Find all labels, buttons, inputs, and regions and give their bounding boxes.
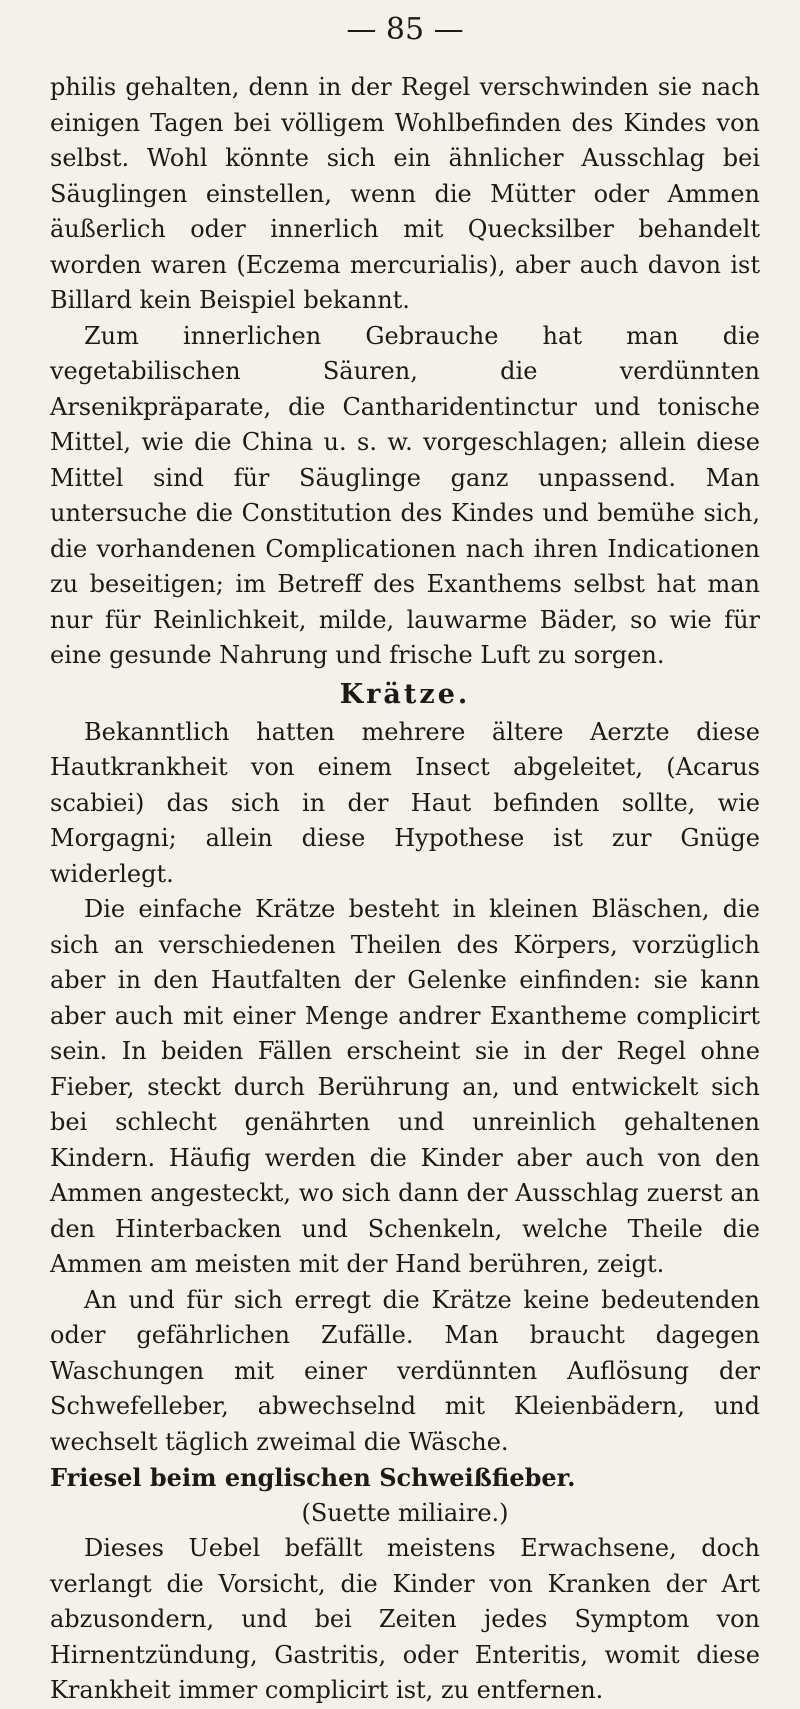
- paragraph-insect-theory: Bekanntlich hatten mehrere ältere Aerzte diese Hautkrankheit von einem Insect abgeleitet, (Acarus scabiei) das sich in der Haut befinden sollte, wie Morgagni; allein diese Hypothese ist zur Gnüge widerlegt.: [50, 717, 760, 888]
- paragraph-treatment: Zum innerlichen Gebrauche hat man die vegetabilischen Säuren, die verdünnten Arsenikpräparate, die Cantharidentinctur und tonische Mittel, wie die China u. s. w. vorgeschlagen; allein diese Mittel sind für Säuglinge ganz unpassend. Man untersuche die Constitution des Kindes und bemühe sich, die vorhandenen Complicationen nach ihren Indicationen zu beseitigen; im Betreff des Exanthems selbst hat man nur für Reinlichkeit, milde, lauwarme Bäder, so wie für eine gesunde Nahrung und frische Luft zu sorgen.: [50, 321, 760, 669]
- heading-friesel-latin: (Suette miliaire.): [301, 1498, 509, 1527]
- heading-friesel: [50, 1460, 760, 1496]
- paragraph-scabies-treatment: An und für sich erregt die Krätze keine bedeutenden oder gefährlichen Zufälle. Man braucht dagegen Waschungen mit einer verdünnten Auflösung der Schwefelleber, abwechselnd mit Kleienbädern, und wechselt täglich zweimal die Wäsche.: [50, 1285, 760, 1456]
- paragraph-simple-scabies: Die einfache Krätze besteht in kleinen Bläschen, die sich an verschiedenen Theilen des Körpers, vorzüglich aber in den Hautfalten der Gelenke einfinden: sie kann aber auch mit einer Menge andrer Exantheme complicirt sein. In beiden Fällen erscheint sie in der Regel ohne Fieber, steckt durch Berührung an, und entwickelt sich bei schlecht genährten und unreinlich gehaltenen Kindern. Häufig werden die Kinder aber auch von den Ammen angesteckt, wo sich dann der Ausschlag zuerst an den Hinterbacken und Schenkeln, welche Theile die Ammen am meisten mit der Hand berühren, zeigt.: [50, 895, 760, 1278]
- page-number: — 85 —: [346, 12, 464, 47]
- heading-kraetze: Krätze.: [339, 678, 471, 710]
- paragraph-friesel: Dieses Uebel befällt meistens Erwachsene, doch verlangt die Vorsicht, die Kinder von Kranken der Art abzusondern, und bei Zeiten jedes Symptom von Hirnentzündung, Gastritis, oder Enteritis, womit diese Krankheit immer complicirt ist, zu entfernen.: [50, 1534, 760, 1704]
- heading-friesel-text: Friesel beim englischen Schweißfieber.: [50, 1463, 576, 1492]
- paragraph-syphilis-continuation: philis gehalten, denn in der Regel verschwinden sie nach einigen Tagen bei völligem Wohlbefinden des Kindes von selbst. Wohl könnte sich ein ähnlicher Ausschlag bei Säuglingen einstellen, wenn die Mütter oder Ammen äußerlich oder innerlich mit Quecksilber behandelt worden waren (Eczema mercurialis), aber auch davon ist Billard kein Beispiel bekannt.: [50, 73, 760, 314]
